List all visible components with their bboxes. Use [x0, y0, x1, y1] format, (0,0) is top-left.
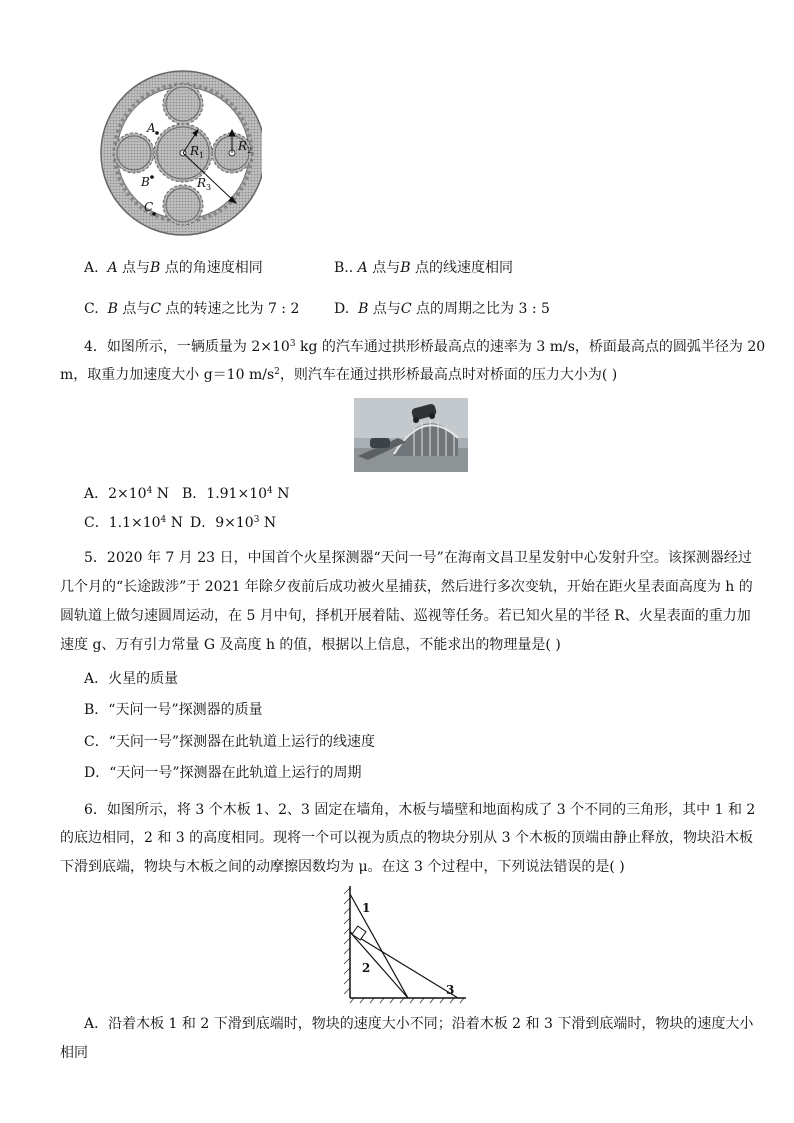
bridge-photo — [354, 398, 468, 472]
label-R1-sub: 1 — [199, 151, 205, 160]
q6-option-a-line-2: 相同 — [60, 1045, 88, 1061]
q6-line-2: 的底边相同，2 和 3 的高度相同。现将一个可以视为质点的物块分别从 3 个木板的顶端由静止释放，物块沿木板 — [60, 830, 753, 846]
q5-line-2: 几个月的“长途跋涉”于 2021 年除夕夜前后成功被火星捕获，然后进行多次变轨，开始在距火星表面高度为 h 的 — [60, 579, 753, 595]
gear-diagram — [100, 62, 262, 242]
q4-option-c: C．$1.1\times 10^4$ N — [84, 515, 183, 531]
label-B: B — [141, 175, 150, 189]
board-label-2: 2 — [362, 961, 371, 975]
label-R1: R — [190, 144, 200, 158]
label-R3: R — [197, 176, 207, 190]
q4-line-1: 4．如图所示，一辆质量为 $2\times 10^3$ kg 的汽车通过拱形桥最高点的速率为 3 m/s，桥面最高点的圆弧半径为 20 — [84, 339, 766, 355]
q4-line-2: m，取重力加速度大小 g＝10 $m/s^2$，则汽车在通过拱形桥最高点时对桥面的压力大小为( ) — [60, 367, 618, 383]
q5-option-a: A．火星的质量 — [84, 671, 179, 687]
q5-option-c: C．“天问一号”探测器在此轨道上运行的线速度 — [84, 734, 376, 750]
q6-option-a-line-1: A．沿着木板 1 和 2 下滑到底端时，物块的速度大小不同；沿着木板 2 和 3 下滑到底端时，物块的速度大小 — [84, 1016, 754, 1032]
q5-line-4: 速度 g、万有引力常量 G 及高度 h 的值，根据以上信息，不能求出的物理量是( ) — [60, 637, 561, 653]
q4-option-a: A．$2\times 10^4$ N — [84, 486, 169, 502]
label-A: A — [147, 121, 156, 135]
label-R2-sub: 2 — [247, 146, 253, 155]
label-R2: R — [238, 139, 248, 153]
q3-option-b: B.. A 点与B 点的线速度相同 — [334, 260, 513, 276]
incline-boards-diagram — [340, 884, 470, 1004]
q6-line-1: 6．如图所示，将 3 个木板 1、2、3 固定在墙角，木板与墙壁和地面构成了 3 个不同的三角形，其中 1 和 2 — [84, 802, 756, 818]
q6-line-3: 下滑到底端，物块与木板之间的动摩擦因数均为 μ。在这 3 个过程中，下列说法错误的是( ) — [60, 859, 625, 875]
q3-option-a: A. A 点与B 点的角速度相同 — [84, 260, 263, 276]
label-R3-sub: 3 — [206, 183, 212, 192]
q3-option-d: D. B 点与C 点的周期之比为 3 : 5 — [334, 301, 550, 317]
q4-option-d: D．$9\times 10^3$ N — [190, 515, 277, 531]
q3-option-c: C. B 点与C 点的转速之比为 7 : 2 — [84, 301, 300, 317]
q5-option-b: B．“天问一号”探测器的质量 — [84, 702, 263, 718]
board-label-1: 1 — [362, 901, 371, 915]
board-label-3: 3 — [446, 983, 455, 997]
q5-line-1: 5．2020 年 7 月 23 日，中国首个火星探测器“天问一号”在海南文昌卫星发射中心发射升空。该探测器经过 — [84, 550, 752, 566]
label-C: C — [144, 200, 154, 214]
q5-option-d: D．“天问一号”探测器在此轨道上运行的周期 — [84, 765, 362, 781]
q4-option-b: B．$1.91\times 10^4$ N — [182, 486, 290, 502]
q5-line-3: 圆轨道上做匀速圆周运动，在 5 月中旬，择机开展着陆、巡视等任务。若已知火星的半径 R、火星表面的重力加 — [60, 608, 751, 624]
